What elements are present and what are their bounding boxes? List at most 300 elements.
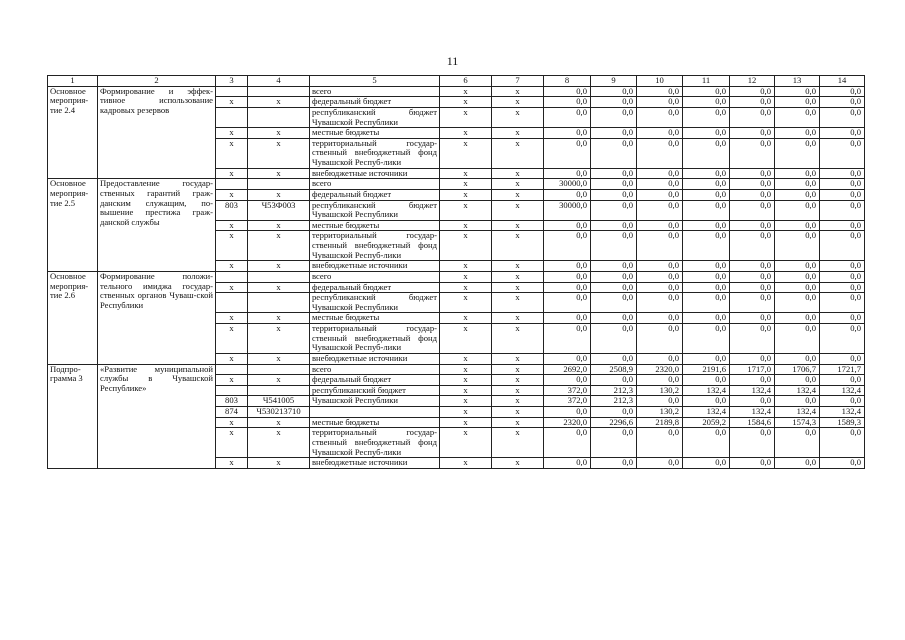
expense-type-cell: x bbox=[492, 417, 544, 428]
amount-cell: 0,0 bbox=[820, 168, 865, 179]
section-cell: x bbox=[440, 86, 492, 97]
section-cell: x bbox=[440, 375, 492, 386]
amount-cell: 0,0 bbox=[683, 189, 730, 200]
measure-description-cell: Формирование и эффек-тивное использование кадровых резервов bbox=[98, 86, 216, 179]
amount-cell: 0,0 bbox=[820, 189, 865, 200]
amount-cell: 0,0 bbox=[637, 168, 683, 179]
column-header: 10 bbox=[637, 76, 683, 87]
amount-cell: 0,0 bbox=[775, 189, 820, 200]
amount-cell: 0,0 bbox=[637, 128, 683, 139]
amount-cell: 0,0 bbox=[591, 168, 637, 179]
table-row bbox=[48, 271, 865, 282]
expense-type-cell: x bbox=[492, 261, 544, 272]
amount-cell: 0,0 bbox=[730, 97, 775, 108]
target-article-cell: x bbox=[248, 189, 310, 200]
measure-description-cell: Формирование положи-тельного имиджа государ-ственных органов Чуваш-ской Республики bbox=[98, 271, 216, 364]
amount-cell: 0,0 bbox=[544, 86, 591, 97]
amount-cell: 132,4 bbox=[820, 385, 865, 396]
amount-cell: 0,0 bbox=[544, 293, 591, 313]
target-article-cell: x bbox=[248, 324, 310, 354]
amount-cell: 30000,0 bbox=[544, 179, 591, 190]
amount-cell: 0,0 bbox=[820, 313, 865, 324]
amount-cell: 0,0 bbox=[637, 353, 683, 364]
amount-cell: 0,0 bbox=[683, 128, 730, 139]
funding-source-cell: всего bbox=[310, 179, 440, 190]
amount-cell: 2296,6 bbox=[591, 417, 637, 428]
expense-type-cell: x bbox=[492, 168, 544, 179]
target-article-cell: x bbox=[248, 231, 310, 261]
amount-cell: 0,0 bbox=[637, 396, 683, 407]
amount-cell: 0,0 bbox=[683, 107, 730, 127]
amount-cell: 0,0 bbox=[637, 231, 683, 261]
amount-cell: 0,0 bbox=[683, 179, 730, 190]
expense-type-cell: x bbox=[492, 324, 544, 354]
amount-cell: 0,0 bbox=[591, 458, 637, 469]
amount-cell: 0,0 bbox=[637, 428, 683, 458]
amount-cell: 0,0 bbox=[683, 396, 730, 407]
amount-cell: 0,0 bbox=[637, 375, 683, 386]
section-cell: x bbox=[440, 168, 492, 179]
amount-cell: 0,0 bbox=[637, 179, 683, 190]
amount-cell: 0,0 bbox=[775, 128, 820, 139]
amount-cell: 0,0 bbox=[820, 107, 865, 127]
section-cell: x bbox=[440, 458, 492, 469]
funding-source-cell: республиканский бюджет bbox=[310, 385, 440, 396]
amount-cell: 0,0 bbox=[775, 271, 820, 282]
section-cell: x bbox=[440, 220, 492, 231]
table-row bbox=[48, 179, 865, 190]
amount-cell: 2189,8 bbox=[637, 417, 683, 428]
admin-code-cell: 803 bbox=[216, 396, 248, 407]
amount-cell: 132,4 bbox=[775, 385, 820, 396]
column-header: 1 bbox=[48, 76, 98, 87]
amount-cell: 0,0 bbox=[591, 107, 637, 127]
amount-cell: 372,0 bbox=[544, 385, 591, 396]
expense-type-cell: x bbox=[492, 86, 544, 97]
amount-cell: 0,0 bbox=[820, 220, 865, 231]
target-article-cell: x bbox=[248, 428, 310, 458]
measure-name-cell: Основное мероприя-тие 2.4 bbox=[48, 86, 98, 179]
page-number: 11 bbox=[446, 54, 459, 68]
amount-cell: 0,0 bbox=[637, 271, 683, 282]
amount-cell: 0,0 bbox=[591, 407, 637, 418]
admin-code-cell bbox=[216, 179, 248, 190]
amount-cell: 2508,9 bbox=[591, 364, 637, 375]
admin-code-cell: x bbox=[216, 417, 248, 428]
target-article-cell: x bbox=[248, 417, 310, 428]
column-header: 2 bbox=[98, 76, 216, 87]
expense-type-cell: x bbox=[492, 128, 544, 139]
amount-cell: 0,0 bbox=[820, 458, 865, 469]
column-header: 13 bbox=[775, 76, 820, 87]
target-article-cell: x bbox=[248, 282, 310, 293]
section-cell: x bbox=[440, 261, 492, 272]
amount-cell: 0,0 bbox=[544, 220, 591, 231]
admin-code-cell: x bbox=[216, 97, 248, 108]
amount-cell: 0,0 bbox=[730, 375, 775, 386]
amount-cell: 0,0 bbox=[591, 97, 637, 108]
amount-cell: 0,0 bbox=[637, 313, 683, 324]
amount-cell: 0,0 bbox=[637, 458, 683, 469]
expense-type-cell: x bbox=[492, 375, 544, 386]
amount-cell: 1574,3 bbox=[775, 417, 820, 428]
amount-cell: 0,0 bbox=[775, 261, 820, 272]
admin-code-cell: x bbox=[216, 128, 248, 139]
column-header: 6 bbox=[440, 76, 492, 87]
admin-code-cell: x bbox=[216, 313, 248, 324]
amount-cell: 0,0 bbox=[775, 324, 820, 354]
section-cell: x bbox=[440, 128, 492, 139]
amount-cell: 0,0 bbox=[544, 231, 591, 261]
amount-cell: 2191,6 bbox=[683, 364, 730, 375]
amount-cell: 0,0 bbox=[775, 313, 820, 324]
funding-source-cell: всего bbox=[310, 364, 440, 375]
amount-cell: 0,0 bbox=[730, 396, 775, 407]
amount-cell: 1589,3 bbox=[820, 417, 865, 428]
section-cell: x bbox=[440, 428, 492, 458]
amount-cell: 0,0 bbox=[591, 353, 637, 364]
funding-source-cell: федеральный бюджет bbox=[310, 189, 440, 200]
section-cell: x bbox=[440, 313, 492, 324]
funding-source-cell: федеральный бюджет bbox=[310, 375, 440, 386]
amount-cell: 132,4 bbox=[775, 407, 820, 418]
amount-cell: 0,0 bbox=[637, 220, 683, 231]
target-article-cell: x bbox=[248, 220, 310, 231]
funding-source-cell bbox=[310, 407, 440, 418]
funding-source-cell: внебюджетные источники bbox=[310, 353, 440, 364]
target-article-cell: x bbox=[248, 168, 310, 179]
amount-cell: 0,0 bbox=[683, 271, 730, 282]
amount-cell: 132,4 bbox=[683, 385, 730, 396]
amount-cell: 0,0 bbox=[730, 282, 775, 293]
amount-cell: 0,0 bbox=[683, 97, 730, 108]
target-article-cell: x bbox=[248, 313, 310, 324]
column-header: 4 bbox=[248, 76, 310, 87]
measure-name-cell: Основное мероприя-тие 2.5 bbox=[48, 179, 98, 272]
admin-code-cell: x bbox=[216, 189, 248, 200]
amount-cell: 0,0 bbox=[820, 86, 865, 97]
amount-cell: 0,0 bbox=[544, 168, 591, 179]
funding-source-cell: внебюджетные источники bbox=[310, 168, 440, 179]
section-cell: x bbox=[440, 324, 492, 354]
expense-type-cell: x bbox=[492, 293, 544, 313]
amount-cell: 212,3 bbox=[591, 385, 637, 396]
amount-cell: 0,0 bbox=[544, 353, 591, 364]
target-article-cell: x bbox=[248, 97, 310, 108]
section-cell: x bbox=[440, 282, 492, 293]
section-cell: x bbox=[440, 231, 492, 261]
admin-code-cell bbox=[216, 364, 248, 375]
target-article-cell bbox=[248, 385, 310, 396]
table-row bbox=[48, 364, 865, 375]
section-cell: x bbox=[440, 385, 492, 396]
admin-code-cell: x bbox=[216, 261, 248, 272]
amount-cell: 0,0 bbox=[730, 189, 775, 200]
amount-cell: 0,0 bbox=[544, 189, 591, 200]
column-header: 8 bbox=[544, 76, 591, 87]
amount-cell: 0,0 bbox=[820, 97, 865, 108]
funding-source-cell: республиканский бюджет Чувашской Республики bbox=[310, 107, 440, 127]
amount-cell: 1721,7 bbox=[820, 364, 865, 375]
amount-cell: 0,0 bbox=[683, 293, 730, 313]
expense-type-cell: x bbox=[492, 220, 544, 231]
amount-cell: 0,0 bbox=[683, 458, 730, 469]
amount-cell: 0,0 bbox=[591, 375, 637, 386]
measure-name-cell: Основное мероприя-тие 2.6 bbox=[48, 271, 98, 364]
amount-cell: 0,0 bbox=[775, 200, 820, 220]
admin-code-cell bbox=[216, 107, 248, 127]
amount-cell: 0,0 bbox=[730, 261, 775, 272]
funding-source-cell: всего bbox=[310, 271, 440, 282]
amount-cell: 132,4 bbox=[820, 407, 865, 418]
amount-cell: 0,0 bbox=[820, 396, 865, 407]
expense-type-cell: x bbox=[492, 231, 544, 261]
amount-cell: 0,0 bbox=[637, 189, 683, 200]
table-header-row bbox=[48, 76, 865, 87]
amount-cell: 0,0 bbox=[637, 138, 683, 168]
target-article-cell: Ч53Ф003 bbox=[248, 200, 310, 220]
admin-code-cell bbox=[216, 293, 248, 313]
section-cell: x bbox=[440, 138, 492, 168]
amount-cell: 0,0 bbox=[637, 293, 683, 313]
amount-cell: 0,0 bbox=[683, 324, 730, 354]
amount-cell: 0,0 bbox=[544, 375, 591, 386]
amount-cell: 0,0 bbox=[775, 86, 820, 97]
column-header: 3 bbox=[216, 76, 248, 87]
funding-source-cell: территориальный государ-ственный внебюджетный фонд Чувашской Респуб-лики bbox=[310, 231, 440, 261]
target-article-cell bbox=[248, 179, 310, 190]
amount-cell: 0,0 bbox=[591, 220, 637, 231]
expense-type-cell: x bbox=[492, 97, 544, 108]
expense-type-cell: x bbox=[492, 107, 544, 127]
expense-type-cell: x bbox=[492, 313, 544, 324]
expense-type-cell: x bbox=[492, 282, 544, 293]
admin-code-cell: x bbox=[216, 168, 248, 179]
amount-cell: 0,0 bbox=[544, 271, 591, 282]
amount-cell: 0,0 bbox=[637, 282, 683, 293]
funding-source-cell: местные бюджеты bbox=[310, 220, 440, 231]
funding-source-cell: республиканский бюджет Чувашской Республики bbox=[310, 293, 440, 313]
amount-cell: 0,0 bbox=[683, 200, 730, 220]
amount-cell: 1584,6 bbox=[730, 417, 775, 428]
admin-code-cell: x bbox=[216, 458, 248, 469]
amount-cell: 0,0 bbox=[591, 128, 637, 139]
funding-source-cell: местные бюджеты bbox=[310, 128, 440, 139]
amount-cell: 0,0 bbox=[730, 128, 775, 139]
amount-cell: 0,0 bbox=[683, 231, 730, 261]
amount-cell: 0,0 bbox=[775, 282, 820, 293]
column-header: 12 bbox=[730, 76, 775, 87]
amount-cell: 0,0 bbox=[730, 220, 775, 231]
admin-code-cell: 874 bbox=[216, 407, 248, 418]
amount-cell: 0,0 bbox=[683, 138, 730, 168]
amount-cell: 0,0 bbox=[775, 458, 820, 469]
section-cell: x bbox=[440, 353, 492, 364]
amount-cell: 0,0 bbox=[730, 138, 775, 168]
amount-cell: 0,0 bbox=[637, 86, 683, 97]
amount-cell: 0,0 bbox=[591, 179, 637, 190]
funding-source-cell: Чувашской Республики bbox=[310, 396, 440, 407]
amount-cell: 0,0 bbox=[775, 138, 820, 168]
expense-type-cell: x bbox=[492, 189, 544, 200]
amount-cell: 0,0 bbox=[591, 231, 637, 261]
expense-type-cell: x bbox=[492, 138, 544, 168]
amount-cell: 0,0 bbox=[820, 128, 865, 139]
admin-code-cell bbox=[216, 86, 248, 97]
amount-cell: 0,0 bbox=[775, 375, 820, 386]
target-article-cell: x bbox=[248, 458, 310, 469]
amount-cell: 0,0 bbox=[820, 353, 865, 364]
amount-cell: 0,0 bbox=[683, 282, 730, 293]
expense-type-cell: x bbox=[492, 271, 544, 282]
admin-code-cell: x bbox=[216, 220, 248, 231]
amount-cell: 130,2 bbox=[637, 385, 683, 396]
section-cell: x bbox=[440, 407, 492, 418]
amount-cell: 0,0 bbox=[730, 231, 775, 261]
amount-cell: 0,0 bbox=[544, 428, 591, 458]
amount-cell: 0,0 bbox=[820, 261, 865, 272]
target-article-cell bbox=[248, 293, 310, 313]
amount-cell: 0,0 bbox=[683, 220, 730, 231]
amount-cell: 0,0 bbox=[820, 231, 865, 261]
amount-cell: 130,2 bbox=[637, 407, 683, 418]
column-header: 9 bbox=[591, 76, 637, 87]
amount-cell: 0,0 bbox=[683, 313, 730, 324]
expense-type-cell: x bbox=[492, 428, 544, 458]
amount-cell: 0,0 bbox=[591, 324, 637, 354]
expense-type-cell: x bbox=[492, 353, 544, 364]
admin-code-cell bbox=[216, 385, 248, 396]
amount-cell: 0,0 bbox=[730, 313, 775, 324]
amount-cell: 0,0 bbox=[730, 86, 775, 97]
expense-type-cell: x bbox=[492, 364, 544, 375]
amount-cell: 0,0 bbox=[591, 293, 637, 313]
admin-code-cell: x bbox=[216, 375, 248, 386]
amount-cell: 0,0 bbox=[775, 231, 820, 261]
column-header: 11 bbox=[683, 76, 730, 87]
amount-cell: 0,0 bbox=[591, 428, 637, 458]
amount-cell: 0,0 bbox=[591, 86, 637, 97]
table-body bbox=[48, 76, 865, 469]
expense-type-cell: x bbox=[492, 385, 544, 396]
amount-cell: 0,0 bbox=[591, 282, 637, 293]
amount-cell: 0,0 bbox=[820, 282, 865, 293]
measure-description-cell: Предоставление государ-ственных гарантий граж-данским служащим, по-вышение престижа граж-данской службы bbox=[98, 179, 216, 272]
section-cell: x bbox=[440, 97, 492, 108]
amount-cell: 0,0 bbox=[683, 86, 730, 97]
amount-cell: 0,0 bbox=[730, 458, 775, 469]
budget-table bbox=[47, 75, 865, 469]
admin-code-cell bbox=[216, 271, 248, 282]
measure-description-cell: «Развитие муниципальной службы в Чувашской Республике» bbox=[98, 364, 216, 468]
amount-cell: 0,0 bbox=[775, 293, 820, 313]
amount-cell: 132,4 bbox=[730, 385, 775, 396]
column-header: 7 bbox=[492, 76, 544, 87]
amount-cell: 0,0 bbox=[591, 200, 637, 220]
amount-cell: 0,0 bbox=[544, 407, 591, 418]
amount-cell: 0,0 bbox=[730, 200, 775, 220]
amount-cell: 0,0 bbox=[544, 107, 591, 127]
target-article-cell: x bbox=[248, 353, 310, 364]
amount-cell: 2320,0 bbox=[637, 364, 683, 375]
amount-cell: 0,0 bbox=[730, 324, 775, 354]
admin-code-cell: x bbox=[216, 428, 248, 458]
target-article-cell: x bbox=[248, 261, 310, 272]
target-article-cell bbox=[248, 271, 310, 282]
amount-cell: 0,0 bbox=[820, 271, 865, 282]
measure-name-cell: Подпро-грамма 3 bbox=[48, 364, 98, 468]
amount-cell: 0,0 bbox=[637, 200, 683, 220]
amount-cell: 0,0 bbox=[683, 261, 730, 272]
amount-cell: 1706,7 bbox=[775, 364, 820, 375]
amount-cell: 0,0 bbox=[591, 313, 637, 324]
expense-type-cell: x bbox=[492, 200, 544, 220]
expense-type-cell: x bbox=[492, 458, 544, 469]
amount-cell: 0,0 bbox=[683, 168, 730, 179]
amount-cell: 0,0 bbox=[544, 261, 591, 272]
amount-cell: 2320,0 bbox=[544, 417, 591, 428]
section-cell: x bbox=[440, 107, 492, 127]
amount-cell: 0,0 bbox=[683, 353, 730, 364]
amount-cell: 30000,0 bbox=[544, 200, 591, 220]
amount-cell: 0,0 bbox=[730, 168, 775, 179]
amount-cell: 0,0 bbox=[544, 324, 591, 354]
amount-cell: 0,0 bbox=[591, 261, 637, 272]
amount-cell: 132,4 bbox=[730, 407, 775, 418]
target-article-cell: x bbox=[248, 138, 310, 168]
target-article-cell: Ч530213710 bbox=[248, 407, 310, 418]
amount-cell: 0,0 bbox=[775, 107, 820, 127]
funding-source-cell: федеральный бюджет bbox=[310, 97, 440, 108]
amount-cell: 0,0 bbox=[775, 97, 820, 108]
amount-cell: 0,0 bbox=[820, 428, 865, 458]
amount-cell: 0,0 bbox=[730, 293, 775, 313]
target-article-cell: Ч541005 bbox=[248, 396, 310, 407]
amount-cell: 0,0 bbox=[591, 189, 637, 200]
amount-cell: 0,0 bbox=[820, 179, 865, 190]
amount-cell: 0,0 bbox=[591, 138, 637, 168]
amount-cell: 2692,0 bbox=[544, 364, 591, 375]
funding-source-cell: территориальный государ-ственный внебюджетный фонд Чувашской Респуб-лики bbox=[310, 138, 440, 168]
admin-code-cell: x bbox=[216, 324, 248, 354]
amount-cell: 0,0 bbox=[730, 428, 775, 458]
amount-cell: 132,4 bbox=[683, 407, 730, 418]
section-cell: x bbox=[440, 189, 492, 200]
amount-cell: 0,0 bbox=[730, 271, 775, 282]
amount-cell: 0,0 bbox=[544, 313, 591, 324]
funding-source-cell: внебюджетные источники bbox=[310, 261, 440, 272]
funding-source-cell: федеральный бюджет bbox=[310, 282, 440, 293]
funding-source-cell: внебюджетные источники bbox=[310, 458, 440, 469]
amount-cell: 0,0 bbox=[544, 128, 591, 139]
amount-cell: 1717,0 bbox=[730, 364, 775, 375]
section-cell: x bbox=[440, 396, 492, 407]
amount-cell: 0,0 bbox=[775, 220, 820, 231]
section-cell: x bbox=[440, 293, 492, 313]
funding-source-cell: территориальный государ-ственный внебюджетный фонд Чувашской Респуб-лики bbox=[310, 324, 440, 354]
target-article-cell: x bbox=[248, 128, 310, 139]
amount-cell: 0,0 bbox=[775, 428, 820, 458]
funding-source-cell: местные бюджеты bbox=[310, 313, 440, 324]
admin-code-cell: 803 bbox=[216, 200, 248, 220]
amount-cell: 212,3 bbox=[591, 396, 637, 407]
amount-cell: 0,0 bbox=[591, 271, 637, 282]
expense-type-cell: x bbox=[492, 396, 544, 407]
amount-cell: 372,0 bbox=[544, 396, 591, 407]
column-header: 5 bbox=[310, 76, 440, 87]
target-article-cell bbox=[248, 86, 310, 97]
amount-cell: 0,0 bbox=[820, 138, 865, 168]
